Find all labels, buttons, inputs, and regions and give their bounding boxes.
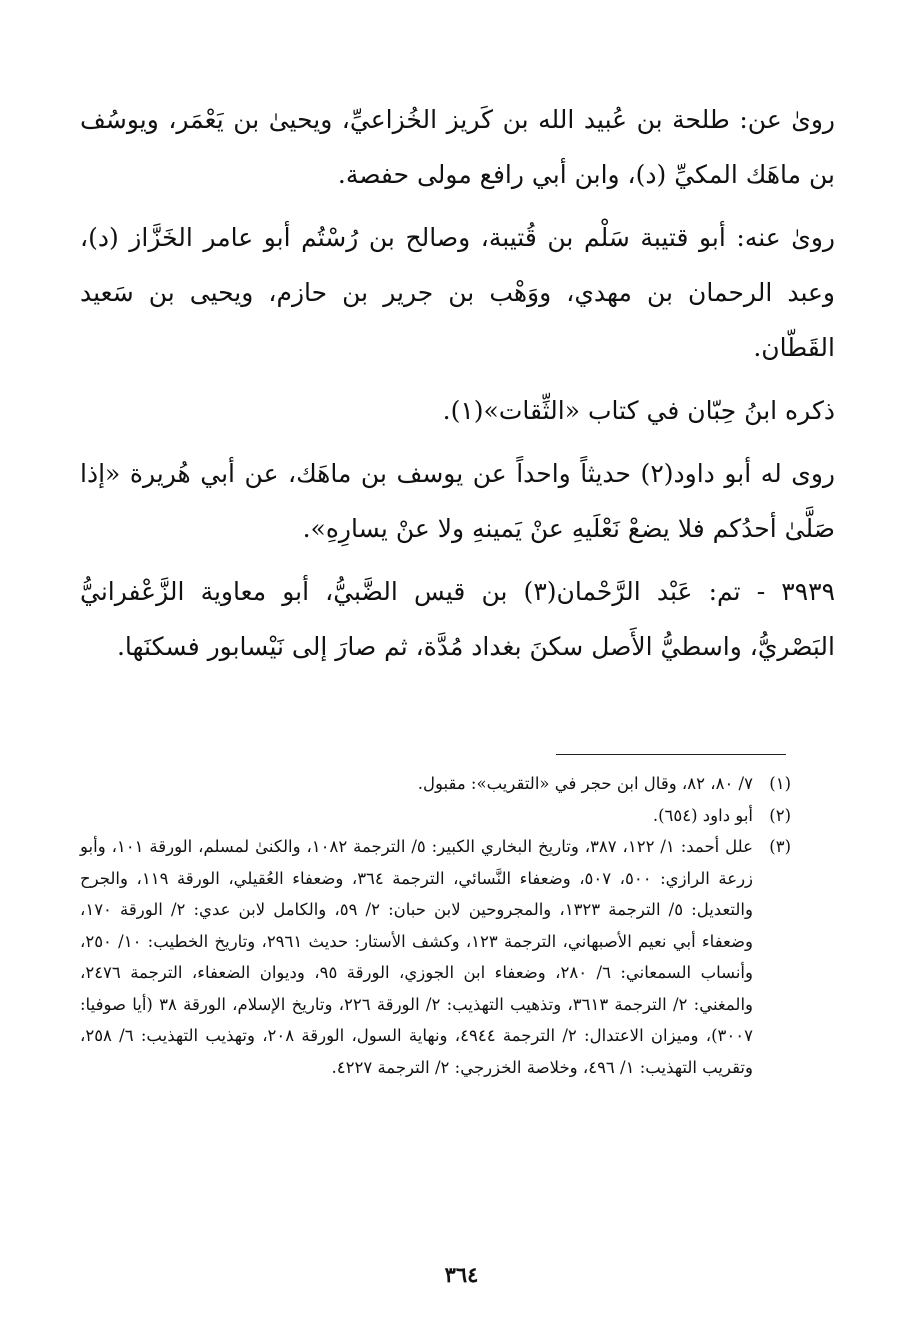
footnotes — [80, 768, 791, 1083]
paragraph-narrated-from: رویٰ عن: طلحة بن عُبيد الله بن كَريز الخُزاعيِّ، ويحيىٰ بن يَعْمَر، ويوسُف بن ماهَك المكيِّ (د)، وابن أبي رافع مولى حفصة. — [80, 105, 835, 189]
paragraph-entry-3939: ٣٩٣٩ - تم: عَبْد الرَّحْمان(٣) بن قيس الضَّبيُّ، أبو معاوية الزَّعْفرانيُّ البَصْريُّ، واسطيُّ الأَصل سكنَ بغداد مُدَّة، ثم صارَ إلى نَيْسابور فسكنَها. — [80, 577, 835, 661]
footnote-item — [80, 800, 791, 832]
footnote-text: أبو داود (٦٥٤). — [652, 805, 753, 825]
footnote-divider — [556, 754, 786, 755]
paragraph-narrated-by: رویٰ عنه: أبو قتيبة سَلْم بن قُتيبة، وصالح بن رُسْتُم أبو عامر الخَزَّاز (د)، وعبد الرحمان بن مهدي، ووَهْب بن جرير بن حازم، ويحيى بن سَعيد القَطّان. — [80, 223, 835, 362]
footnote-text: علل أحمد: ١/ ١٢٢، ٣٨٧، وتاريخ البخاري الكبير: ٥/ الترجمة ١٠٨٢، والكنىٰ لمسلم، الورقة ١٠١، وأبو زرعة الرازي: ٥٠٠، ٥٠٧، وضعفاء النَّسائي، الترجمة ٣٦٤، وضعفاء العُقيلي، الورقة ١١٩، والجرح والتعديل: ٥/ الترجمة ١٣٢٣، والمجروحين لابن حبان: ٢/ ٥٩، والكامل لابن عدي: ٢/ الورقة ١٧٠، وضعفاء أبي نعيم الأصبهاني، الترجمة ١٢٣، وكشف الأستار: حديث ٢٩٦١، وتاريخ الخطيب: ١٠/ ٢٥٠، وأنساب السمعاني: ٦/ ٢٨٠، وضعفاء ابن الجوزي، الورقة ٩٥، وديوان الضعفاء، الترجمة ٢٤٧٦، والمغني: ٢/ الترجمة ٣٦١٣، وتذهيب التهذيب: ٢/ الورقة ٢٢٦، وتاريخ الإسلام، الورقة ٣٨ (أيا صوفيا: ٣٠٠٧)، وميزان الاعتدال: ٢/ الترجمة ٤٩٤٤، ونهاية السول، الورقة ٢٠٨، وتهذيب التهذيب: ٦/ ٢٥٨، وتقريب التهذيب: ١/ ٤٩٦، وخلاصة الخزرجي: ٢/ الترجمة ٤٢٢٧. — [80, 837, 754, 1077]
footnote-text: ٧/ ٨٠، ٨٢، وقال ابن حجر في «التقريب»: مقبول. — [417, 774, 753, 793]
paragraph-abu-dawud-hadith: روى له أبو داود(٢) حديثاً واحداً عن يوسف بن ماهَك، عن أبي هُريرة «إذا صَلَّىٰ أحدُكم فلا يضعْ نَعْلَيهِ عنْ يَمينهِ ولا عنْ يسارِهِ». — [80, 459, 835, 543]
footnote-number: (٣) — [769, 837, 791, 856]
footnote-item — [80, 831, 791, 1083]
paragraph-ibn-hibban: ذكره ابنُ حِبّان في كتاب «الثِّقات»(١). — [442, 396, 835, 425]
page-number: ٣٦٤ — [444, 1262, 479, 1287]
footnote-number: (١) — [769, 774, 791, 793]
footnote-number: (٢) — [769, 805, 791, 825]
main-text — [80, 92, 835, 674]
footnote-item — [80, 768, 791, 800]
